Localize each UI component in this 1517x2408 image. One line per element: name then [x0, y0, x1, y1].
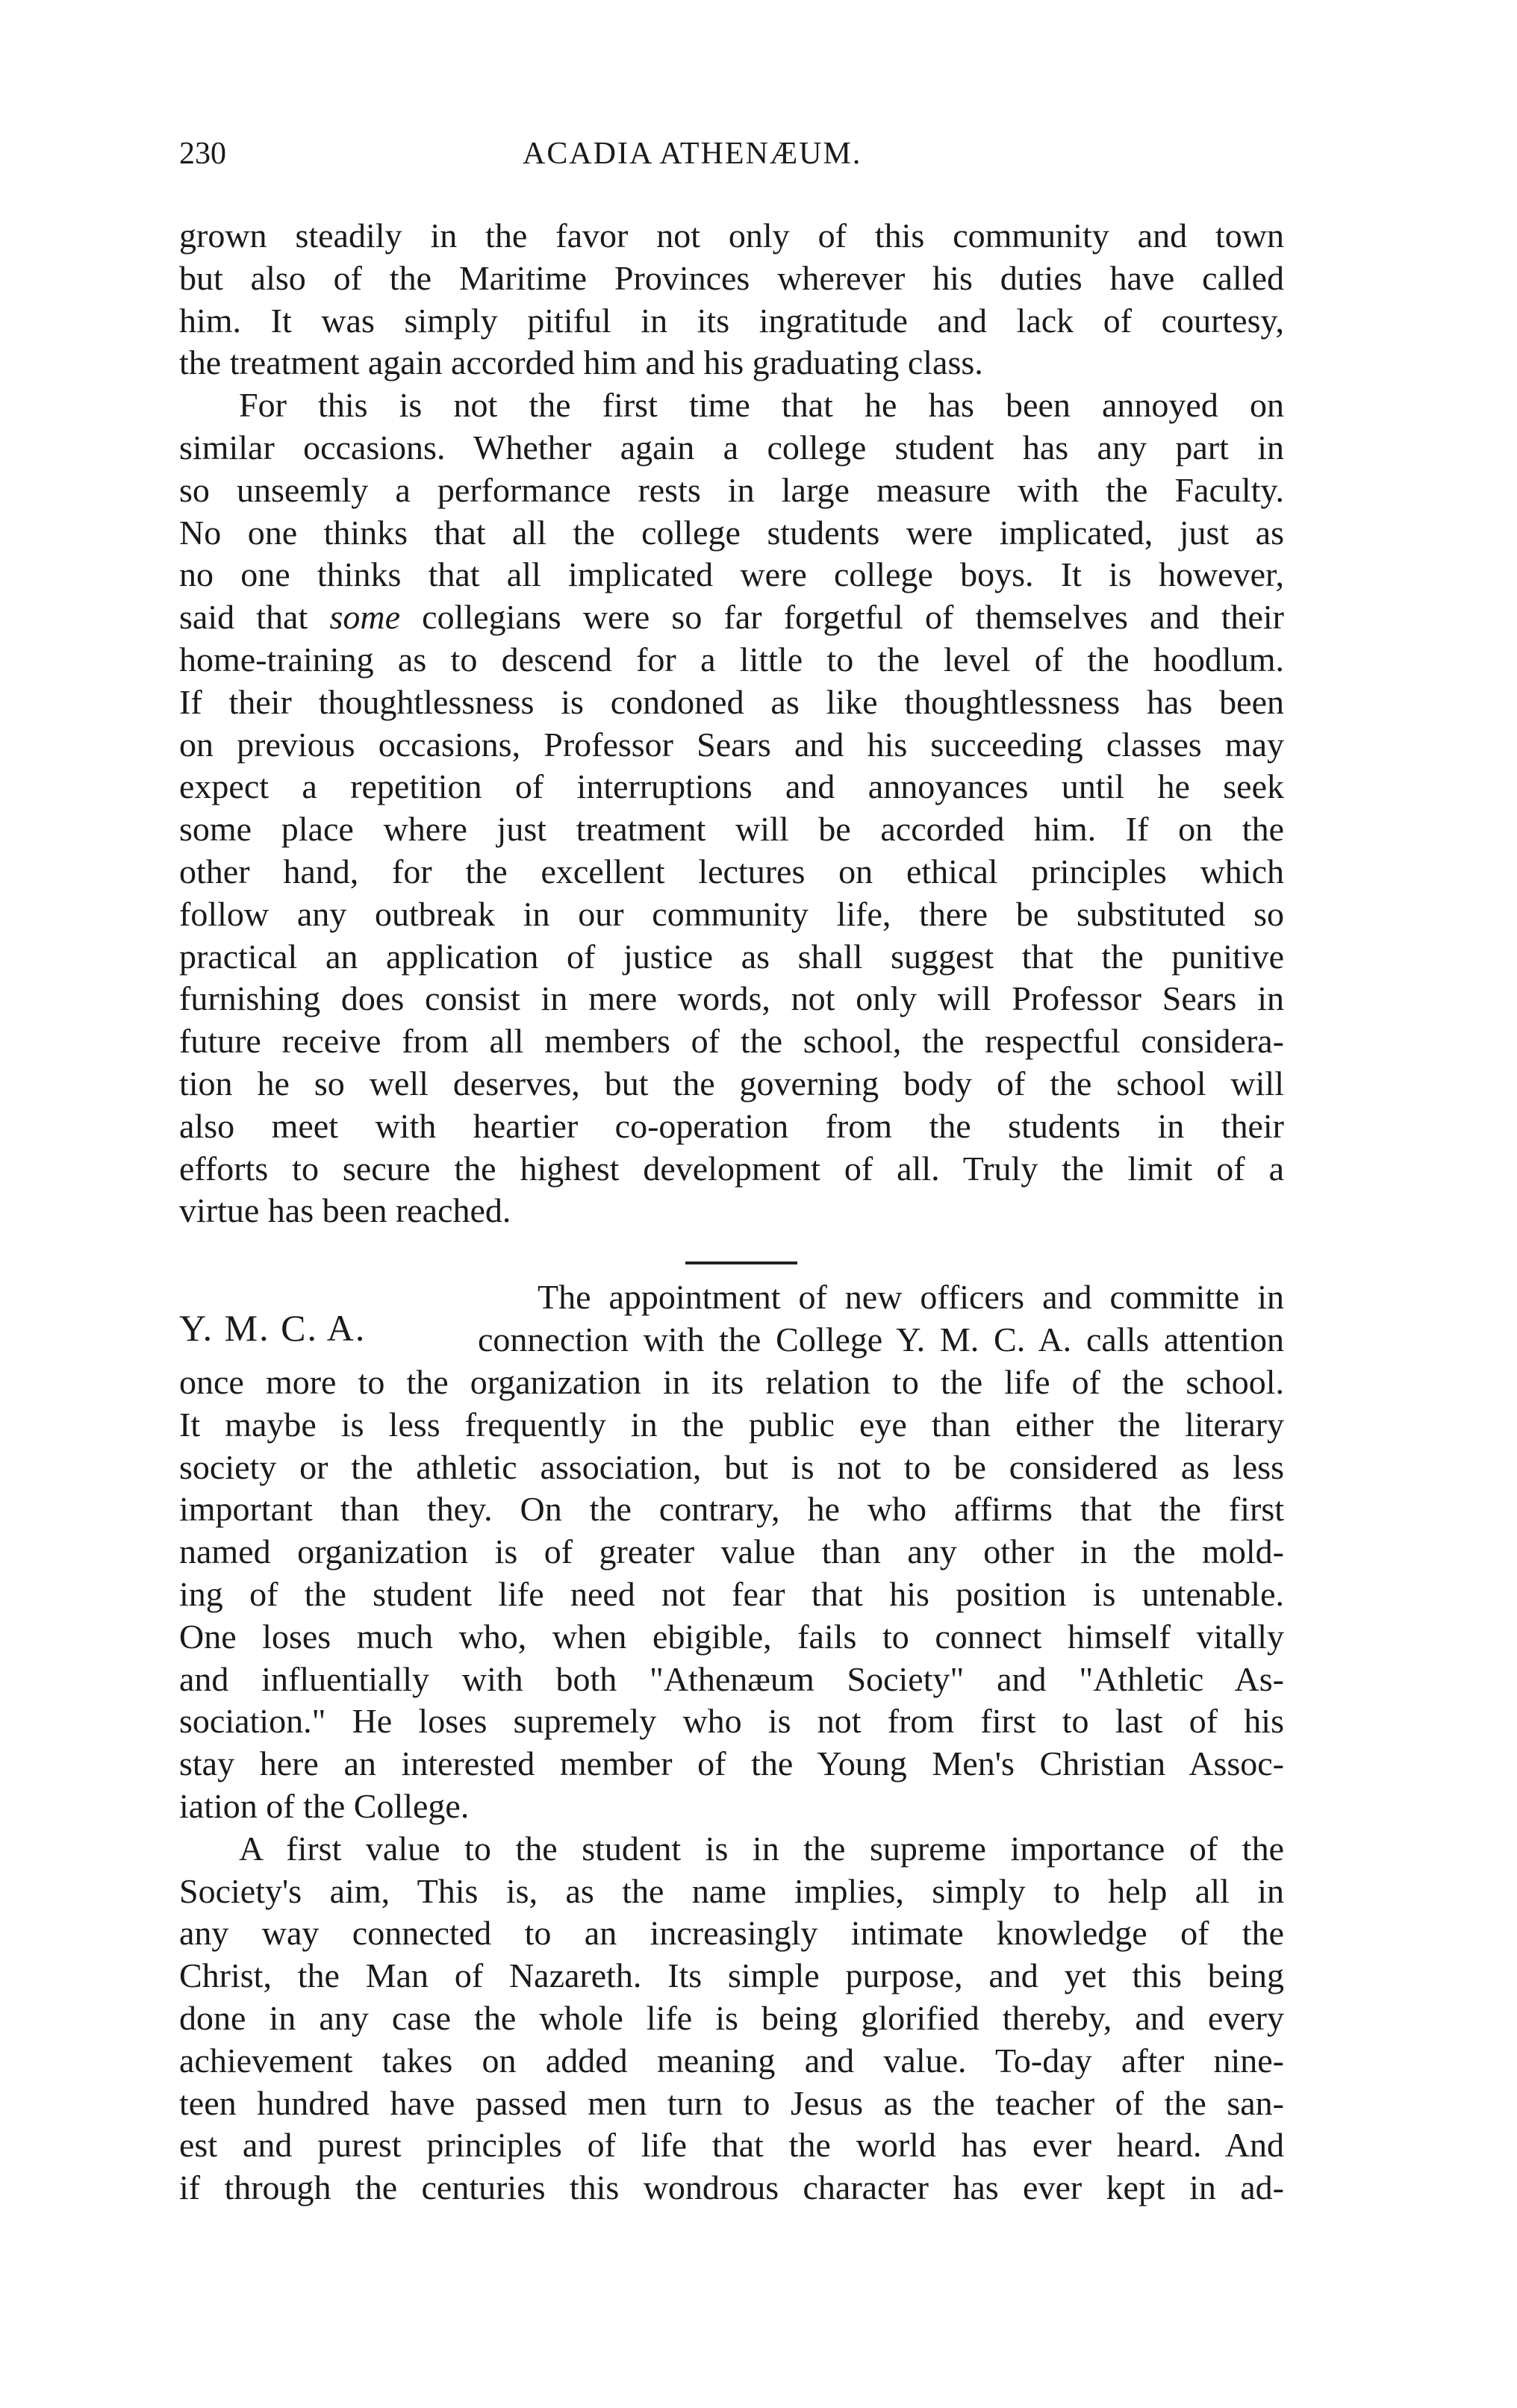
text-line: furnishing does consist in mere words, not only will Professor Sears in [179, 979, 1284, 1018]
text-line: achievement takes on added meaning and value. To-day after nine- [179, 2041, 1284, 2080]
text-line: tion he so well deserves, but the governing body of the school will [179, 1064, 1284, 1102]
text-line: iation of the College. [179, 1786, 470, 1825]
text-line: said that some collegians were so far forgetful of themselves and their [179, 598, 1284, 637]
page-number: 230 [179, 137, 226, 171]
text-line: the treatment again accorded him and his graduating class. [179, 343, 983, 382]
text-line: him. It was simply pitiful in its ingratitude and lack of courtesy, [179, 301, 1284, 340]
text-line: follow any outbreak in our community life, there be substituted so [179, 894, 1284, 933]
text-line: if through the centuries this wondrous character has ever kept in ad- [179, 2168, 1284, 2207]
text-line: also meet with heartier co-operation from the students in their [179, 1106, 1284, 1145]
text-line: but also of the Maritime Provinces wherever his duties have called [179, 258, 1284, 297]
text-line: Society's aim, This is, as the name implies, simply to help all in [179, 1871, 1284, 1910]
text-line: For this is not the first time that he has been annoyed on [239, 386, 1284, 425]
text-line: est and purest principles of life that the world has ever heard. And [179, 2126, 1284, 2165]
text-line: similar occasions. Whether again a college student has any part in [179, 428, 1284, 467]
text-line: expect a repetition of interruptions and annoyances until he seek [179, 767, 1284, 806]
text-line: practical an application of justice as shall suggest that the punitive [179, 937, 1284, 976]
text-line: stay here an interested member of the Young Men's Christian Assoc- [179, 1744, 1284, 1783]
text-line: no one thinks that all implicated were college boys. It is however, [179, 555, 1284, 594]
text-line: Christ, the Man of Nazareth. Its simple purpose, and yet this being [179, 1956, 1284, 1995]
text-line: future receive from all members of the school, the respectful considera- [179, 1022, 1284, 1061]
text-line: If their thoughtlessness is condoned as like thoughtlessness has been [179, 682, 1284, 721]
section-divider [685, 1261, 797, 1264]
text-line: efforts to secure the highest development of all. Truly the limit of a [179, 1149, 1284, 1188]
text-line: society or the athletic association, but is not to be considered as less [179, 1447, 1284, 1486]
text-line: One loses much who, when ebigible, fails to connect himself vitally [179, 1617, 1284, 1656]
ymca-opening-lines [478, 1276, 1284, 1361]
text-line: virtue has been reached. [179, 1191, 511, 1230]
text-line: so unseemly a performance rests in large measure with the Faculty. [179, 470, 1284, 509]
text-line: some place where just treatment will be accorded him. If on the [179, 810, 1284, 849]
text-line: It maybe is less frequently in the public eye than either the literary [179, 1405, 1284, 1444]
text-line: A first value to the student is in the supreme importance of the [239, 1829, 1284, 1868]
running-head [179, 136, 1299, 181]
section-heading-ymca: Y. M. C. A. [179, 1307, 367, 1349]
editorial-section [179, 215, 1284, 1232]
text-line: connection with the College Y. M. C. A. calls attention [478, 1320, 1284, 1359]
journal-title: ACADIA ATHENÆUM. [523, 137, 862, 171]
text-line: done in any case the whole life is being glorified thereby, and every [179, 1998, 1284, 2037]
text-line: important than they. On the contrary, he who affirms that the first [179, 1490, 1284, 1529]
text-line: once more to the organization in its relation to the life of the school. [179, 1363, 1284, 1401]
text-line: any way connected to an increasingly intimate knowledge of the [179, 1914, 1284, 1953]
text-line: The appointment of new officers and committe in [538, 1278, 1284, 1316]
ymca-section-body [179, 1361, 1284, 2209]
text-line: and influentially with both "Athenæum Society" and "Athletic As- [179, 1659, 1284, 1698]
text-line: other hand, for the excellent lectures on ethical principles which [179, 852, 1284, 890]
text-line: ing of the student life need not fear that his position is untenable. [179, 1574, 1284, 1613]
text-line: No one thinks that all the college students were implicated, just as [179, 513, 1284, 552]
text-line: sociation." He loses supremely who is not from first to last of his [179, 1702, 1284, 1741]
text-line: on previous occasions, Professor Sears and his succeeding classes may [179, 725, 1284, 764]
text-line: grown steadily in the favor not only of this community and town [179, 216, 1284, 255]
text-line: teen hundred have passed men turn to Jesus as the teacher of the san- [179, 2083, 1284, 2122]
text-line: home-training as to descend for a little to the level of the hoodlum. [179, 640, 1284, 679]
text-line: named organization is of greater value than any other in the mold- [179, 1532, 1284, 1571]
